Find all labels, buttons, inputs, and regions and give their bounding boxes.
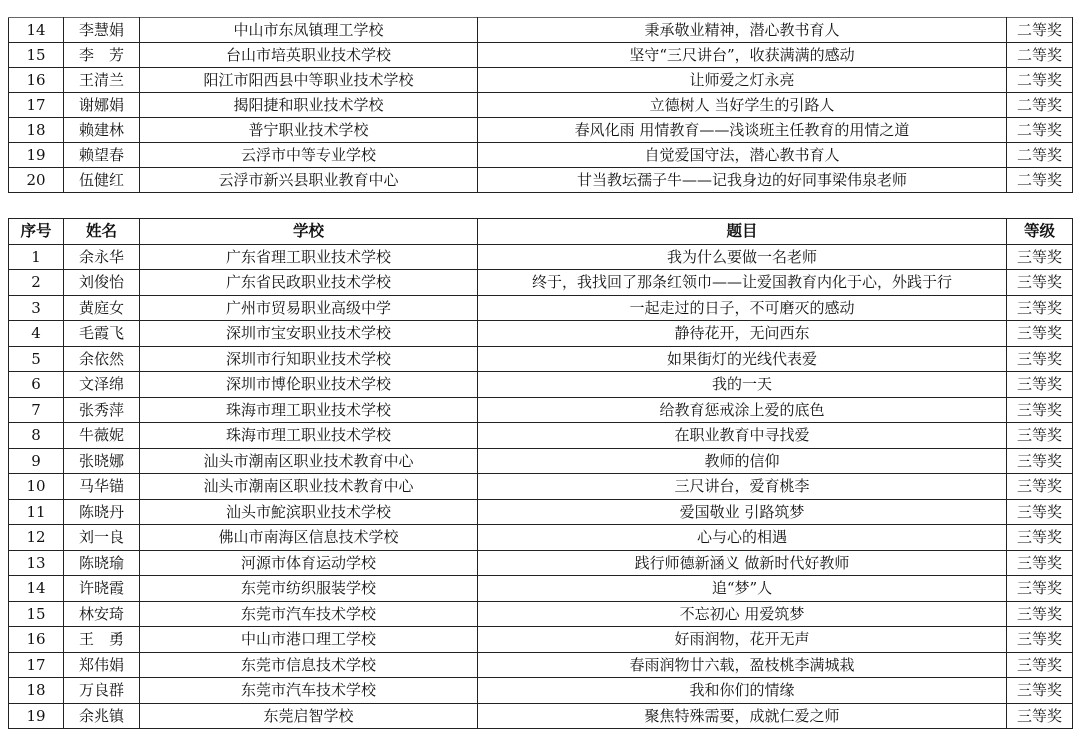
table-header-row [9,219,1073,245]
cell-level: 三等奖 [1007,397,1073,423]
cell-topic: 静待花开，无问西东 [478,321,1007,347]
cell-topic: 春风化雨 用情教育——浅谈班主任教育的用情之道 [478,118,1007,143]
table-row [9,627,1073,653]
cell-school: 珠海市理工职业技术学校 [140,397,478,423]
cell-name: 刘一良 [64,525,140,551]
table-row [9,423,1073,449]
cell-name: 赖建林 [64,118,140,143]
cell-school: 深圳市博伦职业技术学校 [140,372,478,398]
award-table-third-prize [8,218,1073,729]
cell-topic: 教师的信仰 [478,448,1007,474]
header-level: 等级 [1007,219,1073,245]
cell-no: 6 [9,372,64,398]
cell-level: 二等奖 [1007,68,1073,93]
cell-school: 中山市港口理工学校 [140,627,478,653]
table-row [9,93,1073,118]
cell-name: 伍健红 [64,168,140,193]
header-no: 序号 [9,219,64,245]
cell-school: 普宁职业技术学校 [140,118,478,143]
cell-level: 三等奖 [1007,627,1073,653]
cell-school: 广州市贸易职业高级中学 [140,295,478,321]
cell-no: 2 [9,270,64,296]
cell-name: 黄庭女 [64,295,140,321]
cell-no: 3 [9,295,64,321]
header-school: 学校 [140,219,478,245]
table-row [9,295,1073,321]
table-row [9,703,1073,729]
cell-school: 东莞市汽车技术学校 [140,678,478,704]
table-row [9,68,1073,93]
cell-topic: 我和你们的情缘 [478,678,1007,704]
cell-topic: 立德树人 当好学生的引路人 [478,93,1007,118]
cell-no: 16 [9,68,64,93]
cell-level: 三等奖 [1007,601,1073,627]
cell-school: 珠海市理工职业技术学校 [140,423,478,449]
header-topic: 题目 [478,219,1007,245]
cell-no: 10 [9,474,64,500]
cell-school: 广东省民政职业技术学校 [140,270,478,296]
cell-level: 三等奖 [1007,576,1073,602]
cell-topic: 春雨润物廿六载，盈枝桃李满城栽 [478,652,1007,678]
cell-school: 台山市培英职业技术学校 [140,43,478,68]
cell-school: 深圳市宝安职业技术学校 [140,321,478,347]
award-table-second-prize [8,17,1073,193]
cell-level: 二等奖 [1007,143,1073,168]
cell-no: 15 [9,601,64,627]
cell-school: 中山市东凤镇理工学校 [140,18,478,43]
cell-level: 二等奖 [1007,18,1073,43]
cell-topic: 让师爱之灯永亮 [478,68,1007,93]
cell-level: 三等奖 [1007,525,1073,551]
cell-no: 17 [9,93,64,118]
cell-no: 9 [9,448,64,474]
cell-level: 三等奖 [1007,295,1073,321]
cell-name: 李慧娟 [64,18,140,43]
cell-topic: 终于，我找回了那条红领巾——让爱国教育内化于心，外践于行 [478,270,1007,296]
cell-school: 汕头市潮南区职业技术教育中心 [140,448,478,474]
cell-school: 深圳市行知职业技术学校 [140,346,478,372]
table-row [9,448,1073,474]
table-row [9,18,1073,43]
cell-name: 谢娜娟 [64,93,140,118]
cell-school: 东莞启智学校 [140,703,478,729]
cell-no: 13 [9,550,64,576]
cell-topic: 追“梦”人 [478,576,1007,602]
cell-topic: 践行师德新涵义 做新时代好教师 [478,550,1007,576]
cell-school: 汕头市潮南区职业技术教育中心 [140,474,478,500]
table-row [9,652,1073,678]
cell-level: 三等奖 [1007,346,1073,372]
cell-topic: 自觉爱国守法，潜心教书育人 [478,143,1007,168]
cell-level: 三等奖 [1007,474,1073,500]
cell-name: 文泽绵 [64,372,140,398]
cell-name: 赖望春 [64,143,140,168]
cell-topic: 给教育惩戒涂上爱的底色 [478,397,1007,423]
cell-level: 三等奖 [1007,550,1073,576]
cell-no: 18 [9,678,64,704]
cell-no: 7 [9,397,64,423]
table-row [9,397,1073,423]
cell-no: 12 [9,525,64,551]
cell-no: 14 [9,18,64,43]
cell-level: 三等奖 [1007,372,1073,398]
table-row [9,525,1073,551]
cell-topic: 爱国敬业 引路筑梦 [478,499,1007,525]
cell-topic: 秉承敬业精神，潜心教书育人 [478,18,1007,43]
cell-name: 张晓娜 [64,448,140,474]
cell-school: 东莞市信息技术学校 [140,652,478,678]
table-row [9,678,1073,704]
cell-school: 云浮市中等专业学校 [140,143,478,168]
cell-school: 阳江市阳西县中等职业技术学校 [140,68,478,93]
cell-name: 万良群 [64,678,140,704]
cell-name: 李 芳 [64,43,140,68]
cell-name: 余永华 [64,244,140,270]
cell-name: 牛薇妮 [64,423,140,449]
cell-topic: 心与心的相遇 [478,525,1007,551]
table-row [9,43,1073,68]
cell-level: 三等奖 [1007,321,1073,347]
cell-name: 余依然 [64,346,140,372]
cell-no: 18 [9,118,64,143]
table-row [9,601,1073,627]
cell-topic: 聚焦特殊需要，成就仁爱之师 [478,703,1007,729]
table-row [9,346,1073,372]
table-row [9,372,1073,398]
cell-no: 11 [9,499,64,525]
cell-name: 陈晓丹 [64,499,140,525]
table-row [9,118,1073,143]
cell-no: 8 [9,423,64,449]
cell-level: 三等奖 [1007,499,1073,525]
cell-no: 15 [9,43,64,68]
cell-school: 揭阳捷和职业技术学校 [140,93,478,118]
cell-name: 余兆镇 [64,703,140,729]
cell-school: 广东省理工职业技术学校 [140,244,478,270]
cell-level: 三等奖 [1007,448,1073,474]
cell-no: 19 [9,703,64,729]
table-row [9,576,1073,602]
table-row [9,474,1073,500]
cell-name: 张秀萍 [64,397,140,423]
cell-name: 王 勇 [64,627,140,653]
table-row [9,143,1073,168]
cell-school: 东莞市汽车技术学校 [140,601,478,627]
cell-no: 17 [9,652,64,678]
cell-level: 二等奖 [1007,93,1073,118]
cell-topic: 坚守“三尺讲台”，收获满满的感动 [478,43,1007,68]
cell-level: 三等奖 [1007,678,1073,704]
cell-level: 三等奖 [1007,652,1073,678]
cell-topic: 一起走过的日子，不可磨灭的感动 [478,295,1007,321]
cell-topic: 在职业教育中寻找爱 [478,423,1007,449]
cell-name: 陈晓瑜 [64,550,140,576]
cell-topic: 我的一天 [478,372,1007,398]
cell-school: 佛山市南海区信息技术学校 [140,525,478,551]
cell-name: 许晓霞 [64,576,140,602]
cell-name: 马华锚 [64,474,140,500]
cell-no: 4 [9,321,64,347]
cell-level: 二等奖 [1007,168,1073,193]
cell-topic: 不忘初心 用爱筑梦 [478,601,1007,627]
cell-name: 毛霞飞 [64,321,140,347]
table-row [9,270,1073,296]
cell-topic: 甘当教坛孺子牛——记我身边的好同事梁伟泉老师 [478,168,1007,193]
cell-level: 三等奖 [1007,270,1073,296]
cell-level: 三等奖 [1007,423,1073,449]
cell-name: 王清兰 [64,68,140,93]
cell-school: 云浮市新兴县职业教育中心 [140,168,478,193]
cell-school: 河源市体育运动学校 [140,550,478,576]
table-row [9,168,1073,193]
cell-no: 16 [9,627,64,653]
cell-name: 郑伟娟 [64,652,140,678]
cell-topic: 三尺讲台，爱育桃李 [478,474,1007,500]
cell-level: 二等奖 [1007,43,1073,68]
cell-level: 三等奖 [1007,244,1073,270]
cell-level: 三等奖 [1007,703,1073,729]
cell-name: 林安琦 [64,601,140,627]
cell-no: 5 [9,346,64,372]
cell-no: 1 [9,244,64,270]
table-row [9,244,1073,270]
cell-topic: 好雨润物，花开无声 [478,627,1007,653]
header-name: 姓名 [64,219,140,245]
table-row [9,499,1073,525]
cell-topic: 如果街灯的光线代表爱 [478,346,1007,372]
cell-no: 14 [9,576,64,602]
table-row [9,550,1073,576]
table-row [9,321,1073,347]
cell-topic: 我为什么要做一名老师 [478,244,1007,270]
cell-name: 刘俊怡 [64,270,140,296]
cell-level: 二等奖 [1007,118,1073,143]
cell-no: 19 [9,143,64,168]
cell-school: 东莞市纺织服装学校 [140,576,478,602]
cell-no: 20 [9,168,64,193]
cell-school: 汕头市鮀滨职业技术学校 [140,499,478,525]
